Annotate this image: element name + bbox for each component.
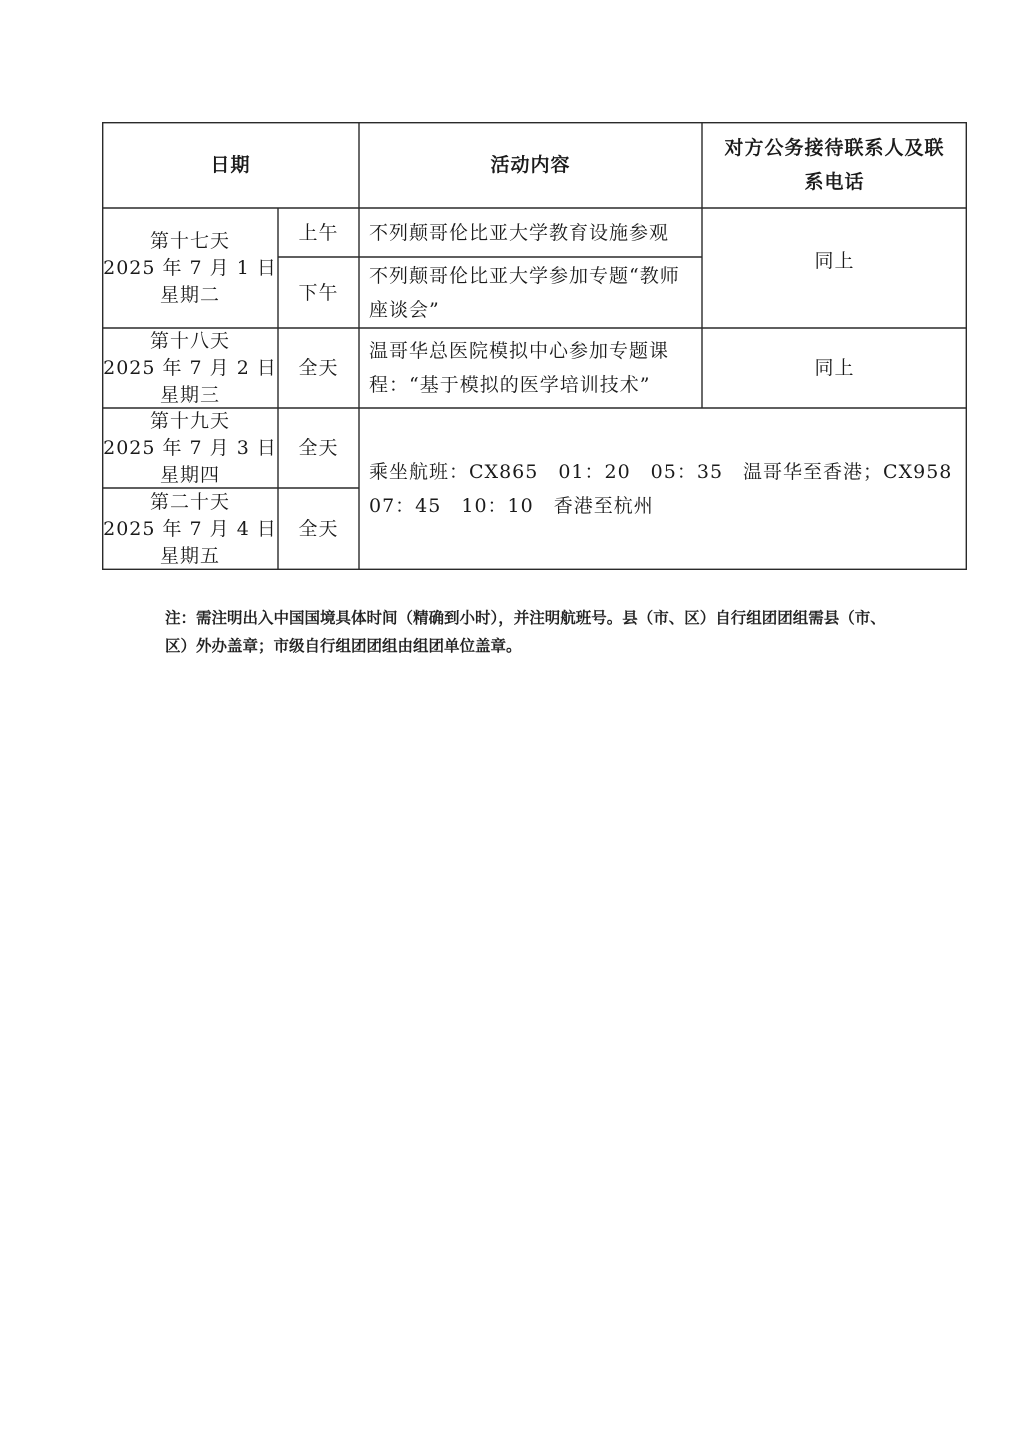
footnote-text: 注：需注明出入中国国境具体时间（精确到小时），并注明航班号。县（市、区）自行组团团组需县（市、区）外办盖章；市级自行组团团组由组团单位盖章。 bbox=[165, 609, 886, 655]
row-day18-activity-text: 温哥华总医院模拟中心参加专题课程：“基于模拟的医学培训技术” bbox=[369, 340, 670, 396]
row-day18-day: 第十八天 bbox=[149, 329, 230, 352]
header-activity-label: 活动内容 bbox=[490, 154, 571, 176]
row-day18-weekday: 星期三 bbox=[159, 383, 220, 406]
row-day17-pm-activity bbox=[359, 257, 702, 328]
row-day17-am-label-text: 上午 bbox=[298, 221, 339, 244]
row-day19-period bbox=[278, 408, 359, 488]
row-day17-am-activity-text: 不列颠哥伦比亚大学教育设施参观 bbox=[369, 221, 670, 244]
row-day17-calendar-date: 2025 年 7 月 1 日 bbox=[103, 256, 277, 279]
row-day19-weekday: 星期四 bbox=[159, 463, 220, 486]
row-day17-pm-label-text: 下午 bbox=[298, 281, 339, 304]
row-day17-contact bbox=[702, 208, 967, 328]
row-day20-weekday: 星期五 bbox=[159, 544, 220, 567]
row-day20-period bbox=[278, 488, 359, 570]
row-day18-date bbox=[102, 328, 278, 408]
row-day17-date bbox=[102, 208, 278, 328]
header-contact bbox=[702, 122, 967, 208]
row-day17-weekday: 星期二 bbox=[159, 283, 220, 306]
row-day20-date bbox=[102, 488, 278, 570]
row-day18-activity bbox=[359, 328, 702, 408]
row-day17-day: 第十七天 bbox=[149, 229, 230, 252]
row-day18-period bbox=[278, 328, 359, 408]
header-date bbox=[102, 122, 359, 208]
row-day19-date bbox=[102, 408, 278, 488]
row-day17-am-activity bbox=[359, 208, 702, 257]
row-day18-contact bbox=[702, 328, 967, 408]
row-day18-contact-text: 同上 bbox=[814, 357, 855, 379]
footnote bbox=[165, 604, 905, 660]
header-date-label: 日期 bbox=[210, 154, 251, 176]
row-day19-day: 第十九天 bbox=[149, 409, 230, 432]
row-day20-period-text: 全天 bbox=[298, 518, 339, 540]
row-day17-pm-activity-text: 不列颠哥伦比亚大学参加专题“教师座谈会” bbox=[369, 264, 680, 321]
row-day17-contact-text: 同上 bbox=[814, 250, 855, 272]
row-day18-period-text: 全天 bbox=[298, 357, 339, 379]
row-day19-calendar-date: 2025 年 7 月 3 日 bbox=[103, 436, 277, 459]
row-day17-pm-label bbox=[278, 257, 359, 328]
row-day20-day: 第二十天 bbox=[149, 490, 230, 513]
row-day19-period-text: 全天 bbox=[298, 437, 339, 459]
header-contact-label: 对方公务接待联系人及联系电话 bbox=[724, 137, 945, 193]
flight-info-text: 乘坐航班：CX865 01：20 05：35 温哥华至香港；CX958 07：45 10：10 香港至杭州 bbox=[369, 461, 973, 517]
header-activity bbox=[359, 122, 702, 208]
itinerary-table bbox=[102, 122, 973, 570]
row-day18-calendar-date: 2025 年 7 月 2 日 bbox=[103, 356, 277, 379]
row-day20-calendar-date: 2025 年 7 月 4 日 bbox=[103, 517, 277, 540]
row-day17-am-label bbox=[278, 208, 359, 257]
flight-info-cell bbox=[359, 408, 973, 570]
